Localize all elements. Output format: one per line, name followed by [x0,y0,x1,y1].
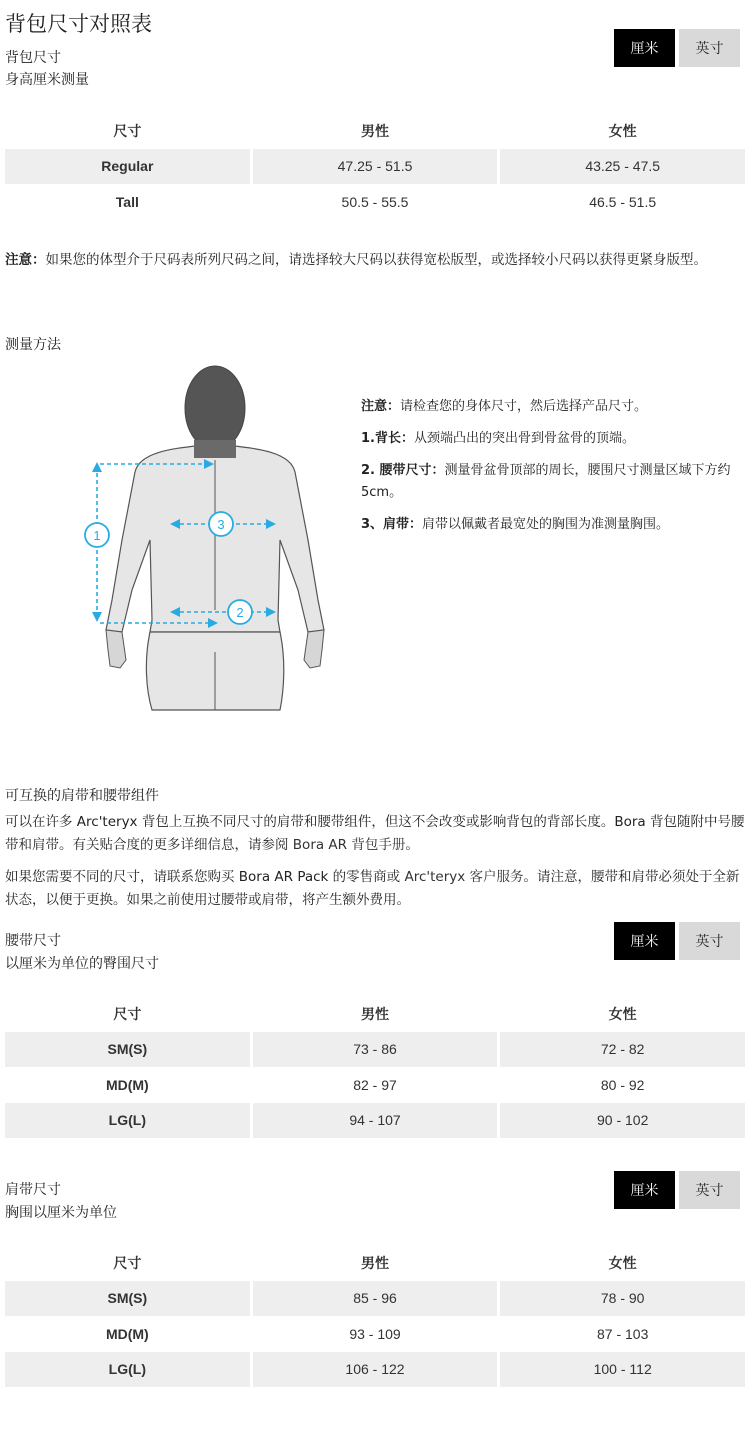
measure-title: 测量方法 [5,337,61,353]
measure-note-text: 测量骨盆骨顶部的周长，腰围尺寸测量区域下方约5cm。 [361,463,731,500]
men-cell: 82 - 97 [353,1076,397,1093]
size-cell: LG(L) [5,1103,250,1139]
measure-note-item [361,460,741,504]
men-cell: 94 - 107 [253,1103,498,1139]
shoulder-strap-subtitle: 胸围以厘米为单位 [5,1205,117,1221]
women-cell: 43.25 - 47.5 [500,149,745,185]
pack-size-table [5,113,745,220]
men-cell: 73 - 86 [253,1032,498,1068]
table-row [5,1352,745,1388]
measure-note-label: 3、肩带： [361,517,423,532]
header-women: 女性 [608,1254,637,1271]
shoulder-strap-title: 肩带尺寸 [5,1182,61,1198]
table-row [5,1103,745,1139]
page-title: 背包尺寸对照表 [5,12,152,36]
table-row [5,184,745,220]
women-cell: 78 - 90 [500,1281,745,1317]
table-header-row [5,113,745,149]
header-women: 女性 [608,122,637,139]
women-cell: 46.5 - 51.5 [589,193,657,210]
table-header-row [5,1245,745,1281]
table-row [5,1281,745,1317]
women-cell: 90 - 102 [500,1103,745,1139]
bora-manual-link[interactable]: Bora AR 背包手册 [292,837,406,853]
fit-note-text: 如果您的体型介于尺码表所列尺码之间，请选择较大尺码以获得宽松版型，或选择较小尺码以获得更紧身版型。 [45,252,707,268]
fit-note-label: 注意： [5,252,46,268]
measure-note-text: 肩带以佩戴者最宽处的胸围为准测量胸围。 [422,517,670,532]
interchange-para-1 [5,811,747,857]
size-cell: Regular [5,149,250,185]
shoulder-strap-table [5,1245,745,1387]
fit-note [5,249,747,272]
cm-button[interactable]: 厘米 [614,922,675,960]
customer-service-link[interactable]: Arc'teryx 客户服务 [404,869,524,885]
table-row [5,1316,745,1352]
table-row [5,1032,745,1068]
hip-belt-table [5,996,745,1138]
size-cell: SM(S) [5,1032,250,1068]
interchange-text: 可以在许多 Arc'teryx 背包上互换不同尺寸的肩带和腰带组件，但这不会改变或影响背包的背部长度。Bora 背包随附中号腰带和肩带。有关贴合度的更多详细信息，请参阅 [5,814,745,853]
header-men: 男性 [361,122,389,139]
interchange-text: 如果您需要不同的尺寸，请联系您购买 Bora AR Pack 的零售商或 [5,869,405,885]
men-cell: 85 - 96 [253,1281,498,1317]
table-header-row [5,996,745,1032]
women-cell: 80 - 92 [600,1076,645,1093]
measure-note-text: 从颈端凸出的突出骨到骨盆骨的顶端。 [413,431,635,446]
unit-toggle [614,29,740,67]
women-cell: 100 - 112 [500,1352,745,1388]
women-cell: 87 - 103 [596,1325,649,1342]
unit-toggle [614,922,740,960]
measure-note-label: 1.背长： [361,431,414,446]
size-cell: MD(M) [105,1076,149,1093]
pack-size-subtitle: 身高厘米测量 [5,72,89,88]
measure-notes [361,396,741,546]
interchange-text: 。 [405,837,419,853]
men-cell: 106 - 122 [253,1352,498,1388]
measure-note-text: 请检查您的身体尺寸，然后选择产品尺寸。 [400,399,648,414]
size-cell: MD(M) [105,1325,149,1342]
header-size: 尺寸 [113,122,142,139]
measure-note-item [361,514,741,536]
inch-button[interactable]: 英寸 [679,922,740,960]
size-cell: LG(L) [5,1352,250,1388]
header-size: 尺寸 [113,1254,142,1271]
hip-belt-title: 腰带尺寸 [5,933,61,949]
men-cell: 47.25 - 51.5 [253,149,498,185]
header-size: 尺寸 [113,1005,142,1022]
table-row [5,149,745,185]
interchange-text: 。请注意，腰带和肩带必须处于全新状态，以便于更换。如果之前使用过腰带或肩带，将产生额外费用。 [5,869,740,908]
table-row [5,1067,745,1103]
marker-1-label: 1 [93,528,101,543]
marker-2-label: 2 [236,605,244,620]
interchange-title: 可互换的肩带和腰带组件 [5,788,159,804]
measure-note-label: 注意： [361,399,401,414]
unit-toggle [614,1171,740,1209]
men-cell: 93 - 109 [349,1325,401,1342]
inch-button[interactable]: 英寸 [679,29,740,67]
women-cell: 72 - 82 [500,1032,745,1068]
measure-note-item [361,428,741,450]
measure-note-item [361,396,661,418]
size-cell: Tall [115,193,139,210]
interchange-para-2 [5,866,747,912]
hip-belt-subtitle: 以厘米为单位的臀围尺寸 [5,956,159,972]
inch-button[interactable]: 英寸 [679,1171,740,1209]
measure-note-label: 2. 腰带尺寸： [361,463,445,478]
header-women: 女性 [608,1005,637,1022]
size-cell: SM(S) [5,1281,250,1317]
cm-button[interactable]: 厘米 [614,29,675,67]
body-measurement-illustration [80,360,350,712]
marker-3-label: 3 [217,517,225,532]
pack-size-title: 背包尺寸 [5,50,61,66]
men-cell: 50.5 - 55.5 [341,193,409,210]
cm-button[interactable]: 厘米 [614,1171,675,1209]
header-men: 男性 [361,1254,389,1271]
header-men: 男性 [361,1005,389,1022]
